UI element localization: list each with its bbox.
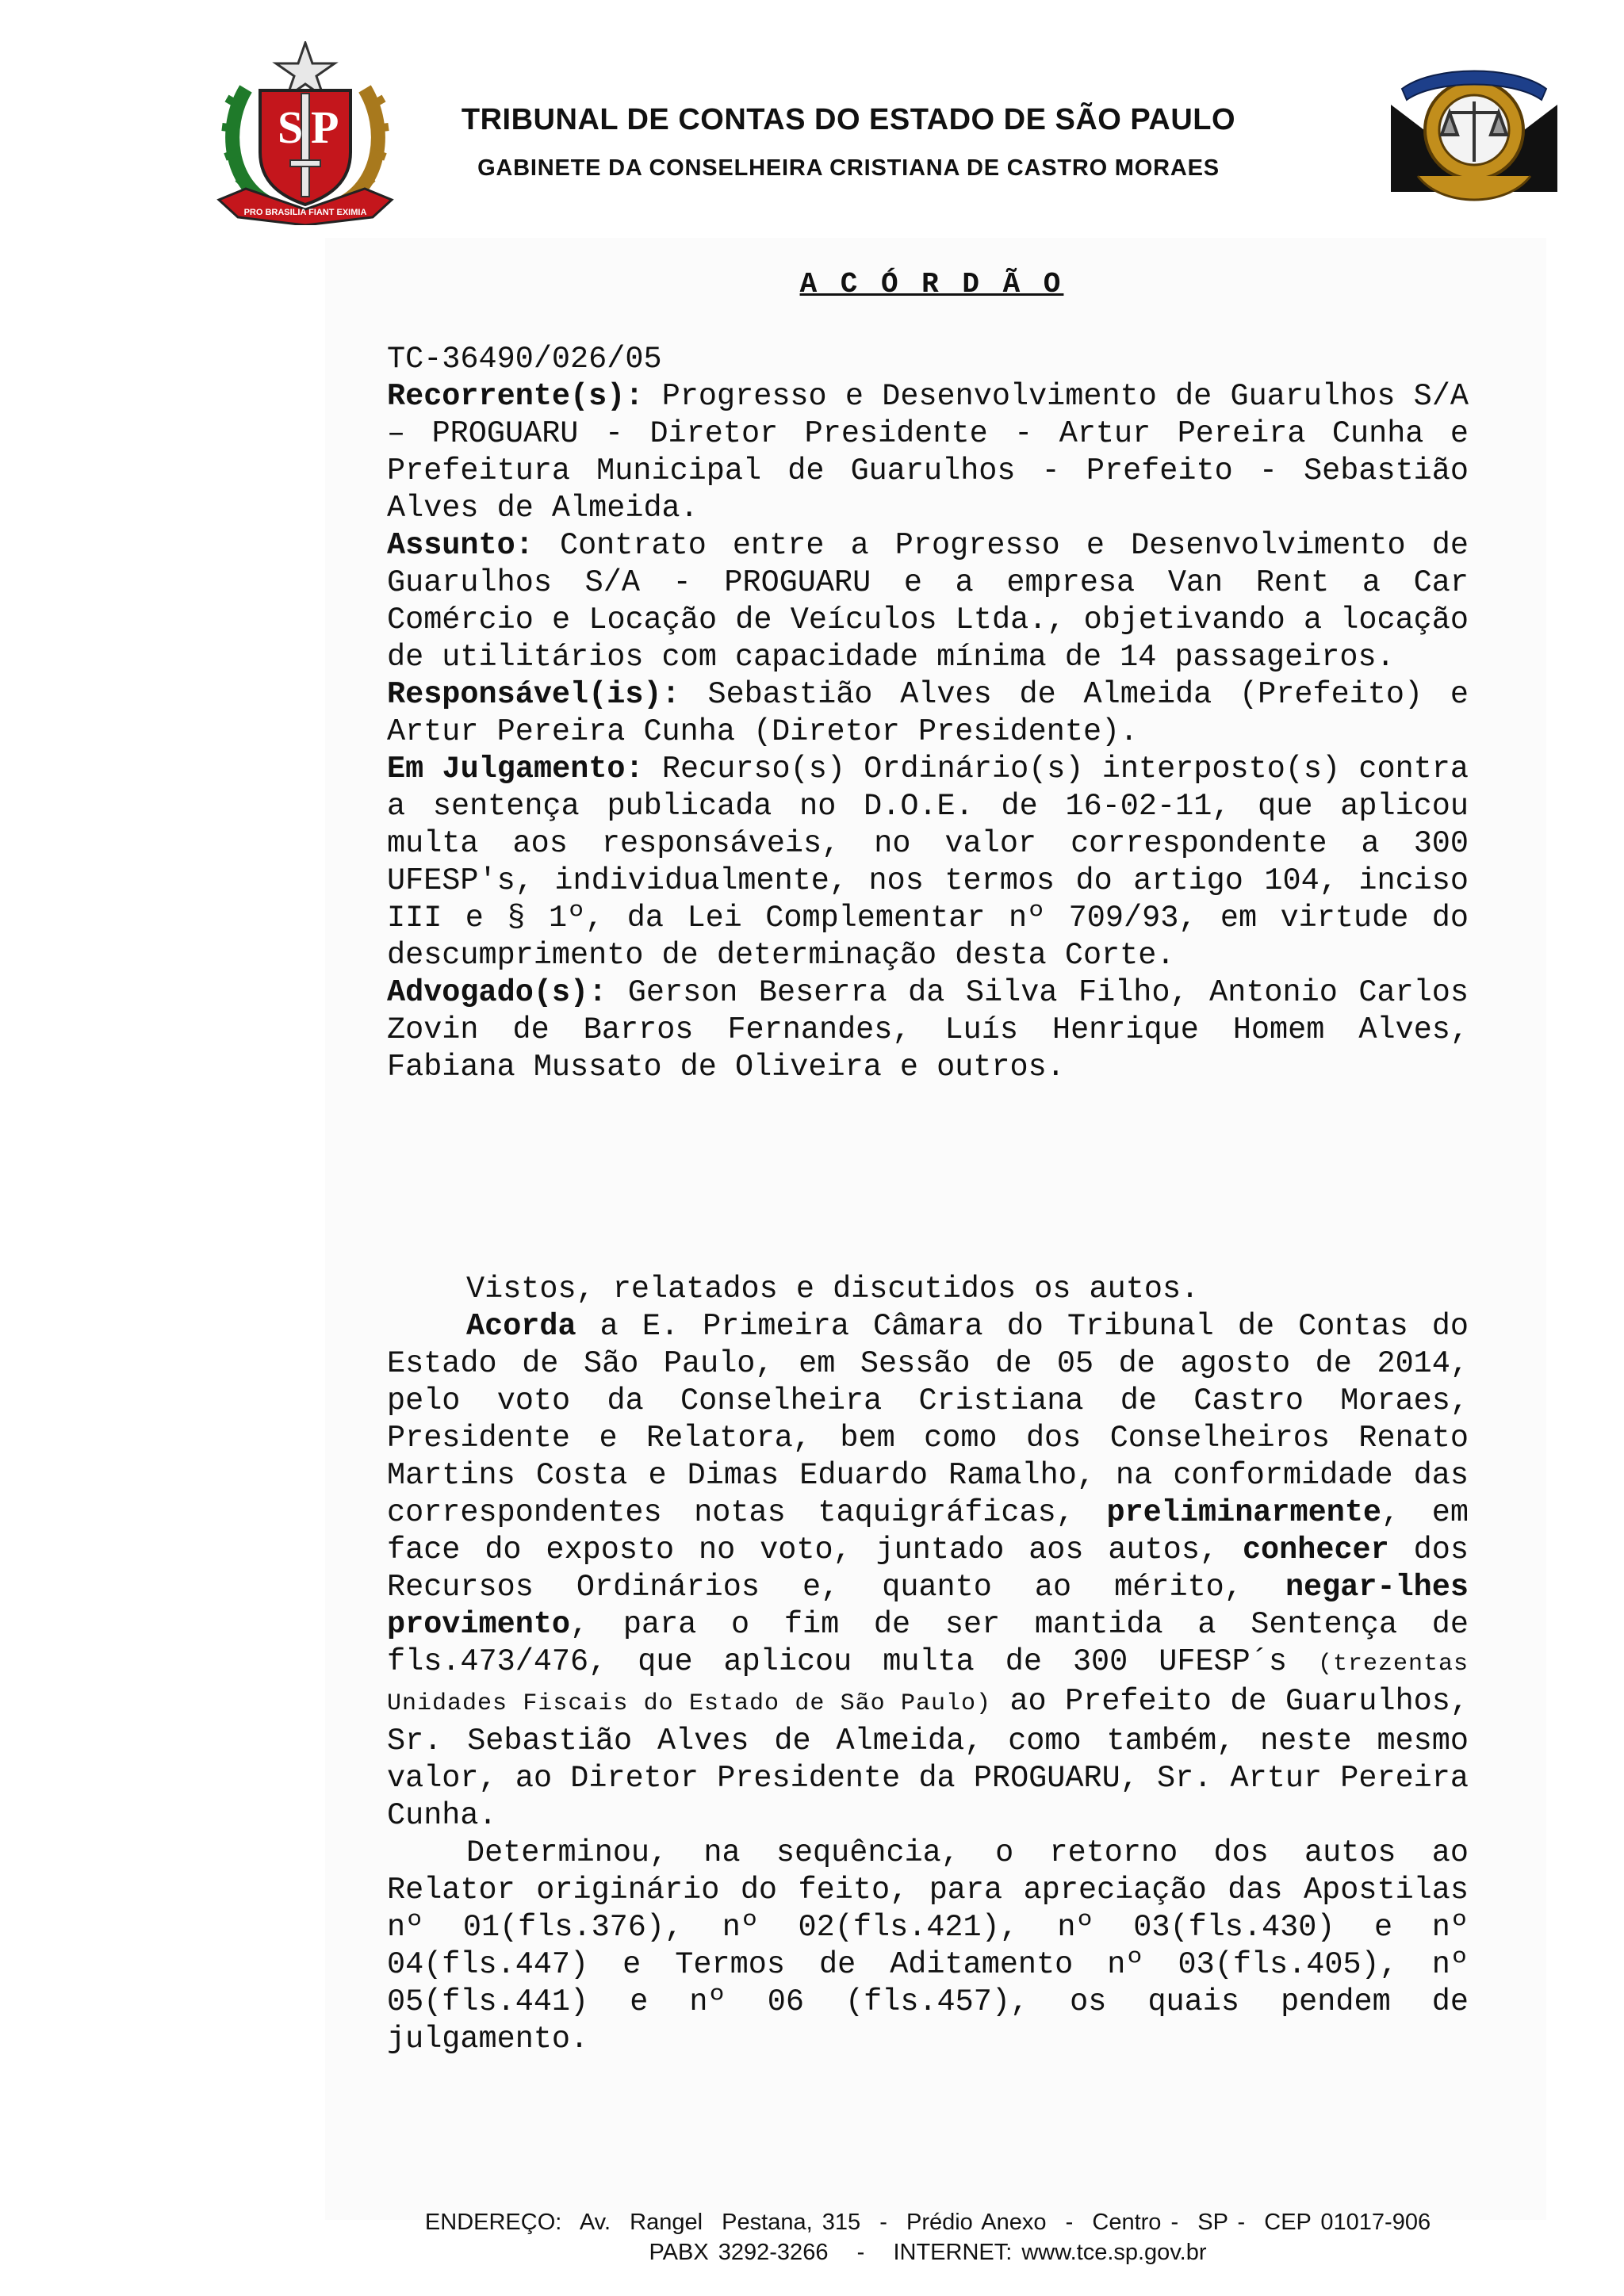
advogado-value: Gerson Beserra da Silva Filho, Antonio Carlos Zovin de Barros Fernandes, Luís Henrique Homem Alves, Fabiana Mussato de Oliveira e outros.: [387, 975, 1469, 1085]
process-number: TC-36490/026/05: [387, 342, 662, 377]
document-heading: A C Ó R D Ã O: [799, 268, 1064, 300]
julgamento-label: Em Julgamento:: [387, 752, 644, 786]
responsavel-field: [387, 676, 1469, 751]
conhecer-bold: conhecer: [1242, 1533, 1389, 1567]
cabinet-subtitle: GABINETE DA CONSELHEIRA CRISTIANA DE CASTRO MORAES: [477, 155, 1220, 181]
julgamento-field: [387, 751, 1469, 974]
institution-title: TRIBUNAL DE CONTAS DO ESTADO DE SÃO PAULO: [461, 103, 1236, 136]
determinou-paragraph: Determinou, na sequência, o retorno dos autos ao Relator originário do feito, para apreciação das Apostilas nº 01(fls.376), nº 02(fls.421), nº 03(fls.430) e nº 04(fls.447) e Termos de Aditamento nº 03(fls.405), nº 05(fls.441) e nº 06 (fls.457), os quais pendem de julgamento.: [387, 1835, 1469, 2057]
decision-body: [387, 1271, 1469, 2058]
tce-sp-seal-icon: [1386, 57, 1562, 216]
acorda-text-1: a E. Primeira Câmara do Tribunal de Contas do Estado de São Paulo, em Sessão de 05 de agosto de 2014, pelo voto da Conselheira Cristiana de Castro Moraes, Presidente e Relatora, bem como dos Conselheiros Renato Martins Costa e Dimas Eduardo Ramalho, na conformidade das correspondentes notas taquigráficas,: [387, 1309, 1469, 1530]
sao-paulo-coat-of-arms-icon: [214, 41, 396, 225]
julgamento-value: Recurso(s) Ordinário(s) interposto(s) contra a sentença publicada no D.O.E. de 16-02-11, que aplicou multa aos responsáveis, no valor correspondente a 300 UFESP's, individualmente, nos termos do artigo 104, inciso III e § 1º, da Lei Complementar nº 709/93, em virtude do descumprimento de determinação desta Corte.: [387, 752, 1469, 973]
footer-contact: PABX 3292-3266 - INTERNET: www.tce.sp.gov.br: [649, 2240, 1207, 2265]
advogado-label: Advogado(s):: [387, 975, 607, 1010]
ufesp-explanation: (trezentas Unidades Fiscais do Estado de São Paulo): [387, 1651, 1469, 1717]
svg-text:PRO BRASILIA FIANT EXIMIA: PRO BRASILIA FIANT EXIMIA: [243, 208, 367, 217]
page-footer: [333, 2207, 1522, 2267]
footer-address: ENDEREÇO: Av. Rangel Pestana, 315 - Prédio Anexo - Centro - SP - CEP 01017-906: [424, 2210, 1431, 2235]
responsavel-value: Sebastião Alves de Almeida (Prefeito) e Artur Pereira Cunha (Diretor Presidente).: [387, 677, 1469, 749]
negar-provimento-bold: negar-lhes provimento: [387, 1570, 1469, 1642]
vistos-paragraph: Vistos, relatados e discutidos os autos.: [466, 1272, 1200, 1307]
advogado-field: [387, 974, 1469, 1086]
recorrente-label: Recorrente(s):: [387, 379, 644, 414]
responsavel-label: Responsável(is):: [387, 677, 680, 712]
assunto-value: Contrato entre a Progresso e Desenvolvimento de Guarulhos S/A - PROGUARU e a empresa Van Rent a Car Comércio e Locação de Veículos Ltda., objetivando a locação de utilitários com capacidade mínima de 14 passageiros.: [387, 528, 1469, 675]
svg-text:P: P: [311, 101, 339, 153]
acorda-text-5: ao Prefeito de Guarulhos, Sr. Sebastião Alves de Almeida, como também, neste mesmo valor, ao Diretor Presidente da PROGUARU, Sr. Artur Pereira Cunha.: [387, 1684, 1469, 1833]
recorrente-field: [387, 378, 1469, 527]
acorda-paragraph: [387, 1308, 1469, 1835]
acorda-bold: Acorda: [466, 1309, 576, 1344]
preliminarmente-bold: preliminarmente: [1106, 1495, 1382, 1530]
acorda-text-2: , em face do exposto no voto, juntado aos autos,: [387, 1495, 1469, 1567]
acorda-text-3: dos Recursos Ordinários e, quanto ao mérito,: [387, 1533, 1469, 1605]
case-summary: [387, 341, 1469, 1086]
assunto-field: [387, 527, 1469, 676]
assunto-label: Assunto:: [387, 528, 534, 563]
acorda-text-4: , para o fim de ser mantida a Sentença de fls.473/476, que aplicou multa de 300 UFESP´s: [387, 1607, 1469, 1679]
svg-text:S: S: [278, 101, 304, 153]
recorrente-value: Progresso e Desenvolvimento de Guarulhos S/A – PROGUARU - Diretor Presidente - Artur Pereira Cunha e Prefeitura Municipal de Guarulhos - Prefeito - Sebastião Alves de Almeida.: [387, 379, 1469, 526]
